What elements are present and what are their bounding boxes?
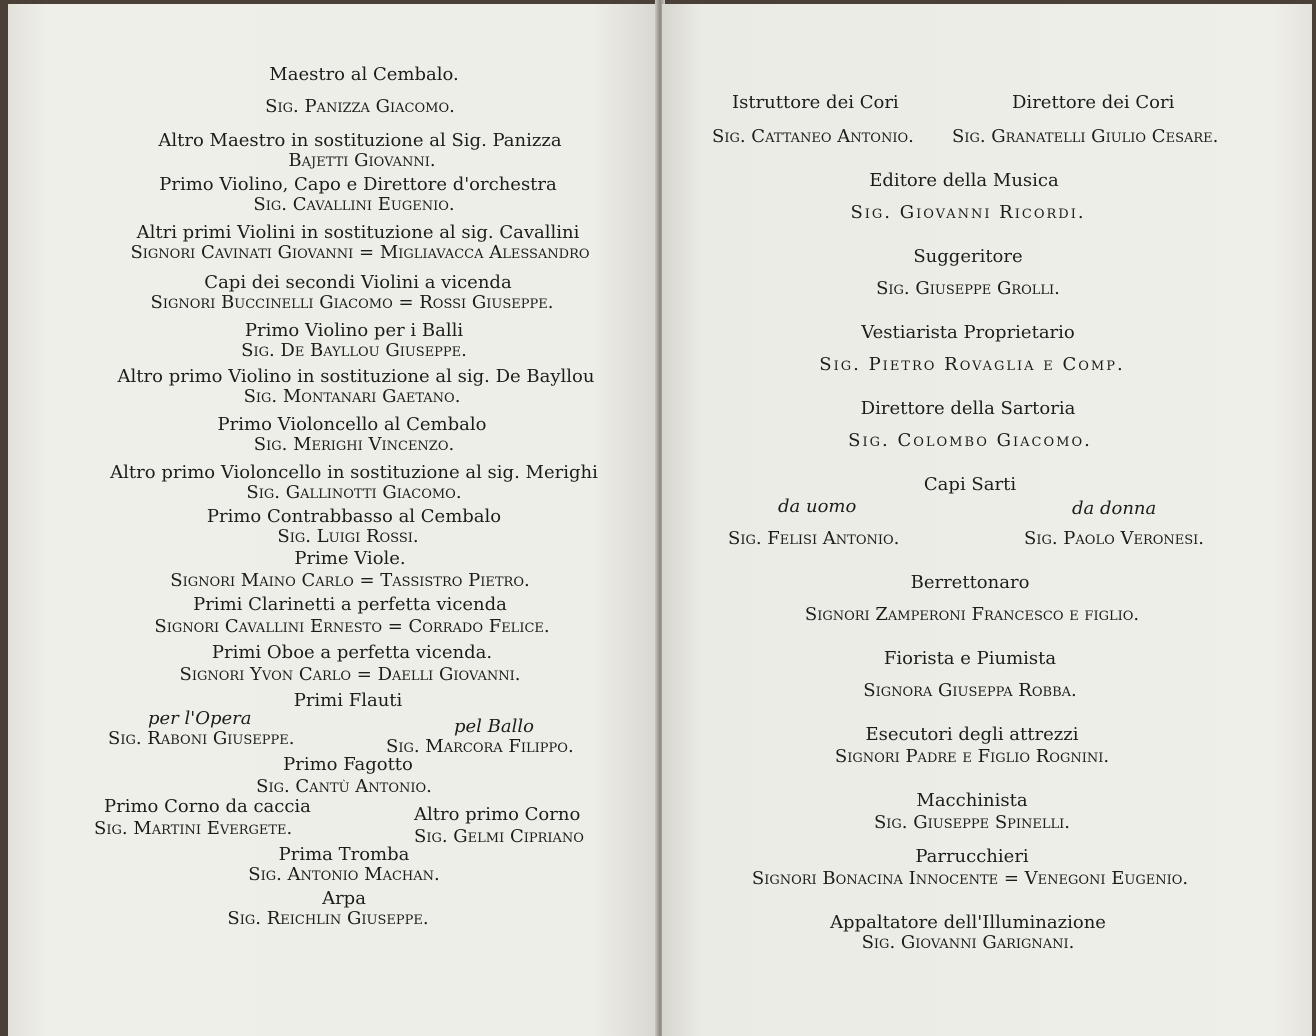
names-buccinelli-rossi: Signori Buccinelli Giacomo = Rossi Giuseppe.	[150, 292, 554, 313]
heading-fagotto: Primo Fagotto	[283, 754, 413, 775]
names-cavinati-migliavacca: Signori Cavinati Giovanni = Migliavacca Alessandro	[130, 242, 590, 263]
heading-arpa: Arpa	[322, 888, 366, 909]
left-page	[8, 4, 658, 1036]
name-bajetti: Bajetti Giovanni.	[288, 150, 436, 171]
name-de-bayllou: Sig. De Bayllou Giuseppe.	[241, 340, 467, 361]
name-cattaneo: Sig. Cattaneo Antonio.	[712, 126, 914, 147]
name-grolli: Sig. Giuseppe Grolli.	[876, 278, 1060, 299]
heading-editore: Editore della Musica	[869, 170, 1059, 191]
name-gallinotti: Sig. Gallinotti Giacomo.	[246, 482, 462, 503]
name-gelmi: Sig. Gelmi Cipriano	[414, 826, 584, 847]
heading-parrucchieri: Parrucchieri	[915, 846, 1029, 867]
heading-capi-secondi-violini: Capi dei secondi Violini a vicenda	[204, 272, 512, 293]
name-felisi: Sig. Felisi Antonio.	[728, 528, 900, 549]
heading-corno-caccia: Primo Corno da caccia	[104, 796, 311, 817]
heading-oboe: Primi Oboe a perfetta vicenda.	[211, 642, 493, 663]
name-granatelli: Sig. Granatelli Giulio Cesare.	[952, 126, 1219, 147]
name-rognini: Signori Padre e Figlio Rognini.	[834, 746, 1110, 767]
name-merighi: Sig. Merighi Vincenzo.	[253, 434, 455, 455]
label-da-donna: da donna	[1072, 498, 1157, 519]
name-zamperoni: Signori Zamperoni Francesco e figlio.	[804, 604, 1140, 625]
name-robba: Signora Giuseppa Robba.	[863, 680, 1077, 701]
heading-direttore-cori: Direttore dei Cori	[1012, 92, 1175, 113]
heading-berrettonaro: Berrettonaro	[910, 572, 1030, 593]
heading-attrezzi: Esecutori degli attrezzi	[865, 724, 1079, 745]
name-spinelli: Sig. Giuseppe Spinelli.	[873, 812, 1071, 833]
heading-violino-balli: Primo Violino per i Balli	[244, 320, 464, 341]
heading-vestiarista: Vestiarista Proprietario	[861, 322, 1075, 343]
name-cavallini-eugenio: Sig. Cavallini Eugenio.	[253, 194, 455, 215]
name-machan: Sig. Antonio Machan.	[248, 864, 440, 885]
name-marcora: Sig. Marcora Filippo.	[386, 736, 574, 757]
heading-illuminazione: Appaltatore dell'Illuminazione	[830, 912, 1106, 933]
heading-maestro-cembalo: Maestro al Cembalo.	[269, 64, 459, 85]
heading-altro-corno: Altro primo Corno	[414, 804, 581, 825]
heading-primi-flauti: Primi Flauti	[293, 690, 403, 711]
heading-prime-viole: Prime Viole.	[294, 548, 406, 569]
name-veronesi: Sig. Paolo Veronesi.	[1024, 528, 1205, 549]
name-colombo: Sig. Colombo Giacomo.	[848, 430, 1092, 451]
label-per-opera: per l'Opera	[148, 708, 252, 729]
heading-altro-violino: Altro primo Violino in sostituzione al sig. De Bayllou	[117, 366, 595, 387]
name-raboni: Sig. Raboni Giuseppe.	[108, 728, 295, 749]
names-yvon-daelli: Signori Yvon Carlo = Daelli Giovanni.	[179, 664, 521, 685]
label-da-uomo: da uomo	[778, 496, 857, 517]
name-garignani: Sig. Giovanni Garignani.	[861, 932, 1075, 953]
heading-altro-maestro: Altro Maestro in sostituzione al Sig. Panizza	[158, 130, 562, 151]
name-montanari: Sig. Montanari Gaetano.	[243, 386, 461, 407]
label-pel-ballo: pel Ballo	[454, 716, 534, 737]
heading-altro-violoncello: Altro primo Violoncello in sostituzione al sig. Merighi	[110, 462, 598, 483]
heading-contrabbasso: Primo Contrabbasso al Cembalo	[206, 506, 502, 527]
name-luigi-rossi: Sig. Luigi Rossi.	[277, 526, 419, 547]
heading-clarinetti: Primi Clarinetti a perfetta vicenda	[193, 594, 507, 615]
heading-altri-primi-violini: Altri primi Violini in sostituzione al sig. Cavallini	[136, 222, 580, 243]
right-page	[662, 4, 1312, 1036]
heading-tromba: Prima Tromba	[278, 844, 410, 865]
heading-capi-sarti: Capi Sarti	[923, 474, 1017, 495]
name-panizza: Sig. Panizza Giacomo.	[265, 96, 455, 117]
heading-macchinista: Macchinista	[916, 790, 1028, 811]
name-martini: Sig. Martini Evergete.	[94, 818, 293, 839]
name-reichlin: Sig. Reichlin Giuseppe.	[227, 908, 429, 929]
names-bonacina-venegoni: Signori Bonacina Innocente = Venegoni Eugenio.	[751, 868, 1189, 889]
name-cantu: Sig. Cantù Antonio.	[256, 776, 432, 797]
heading-primo-violino: Primo Violino, Capo e Direttore d'orchestra	[159, 174, 557, 195]
heading-sartoria: Direttore della Sartoria	[860, 398, 1076, 419]
heading-violoncello: Primo Violoncello al Cembalo	[217, 414, 487, 435]
name-ricordi: Sig. Giovanni Ricordi.	[850, 202, 1086, 223]
heading-suggeritore: Suggeritore	[913, 246, 1023, 267]
name-rovaglia: Sig. Pietro Rovaglia e Comp.	[819, 354, 1125, 375]
heading-fiorista: Fiorista e Piumista	[883, 648, 1057, 669]
names-maino-tassistro: Signori Maino Carlo = Tassistro Pietro.	[170, 570, 530, 591]
names-cavallini-corrado: Signori Cavallini Ernesto = Corrado Felice.	[154, 616, 550, 637]
heading-istruttore-cori: Istruttore dei Cori	[732, 92, 899, 113]
